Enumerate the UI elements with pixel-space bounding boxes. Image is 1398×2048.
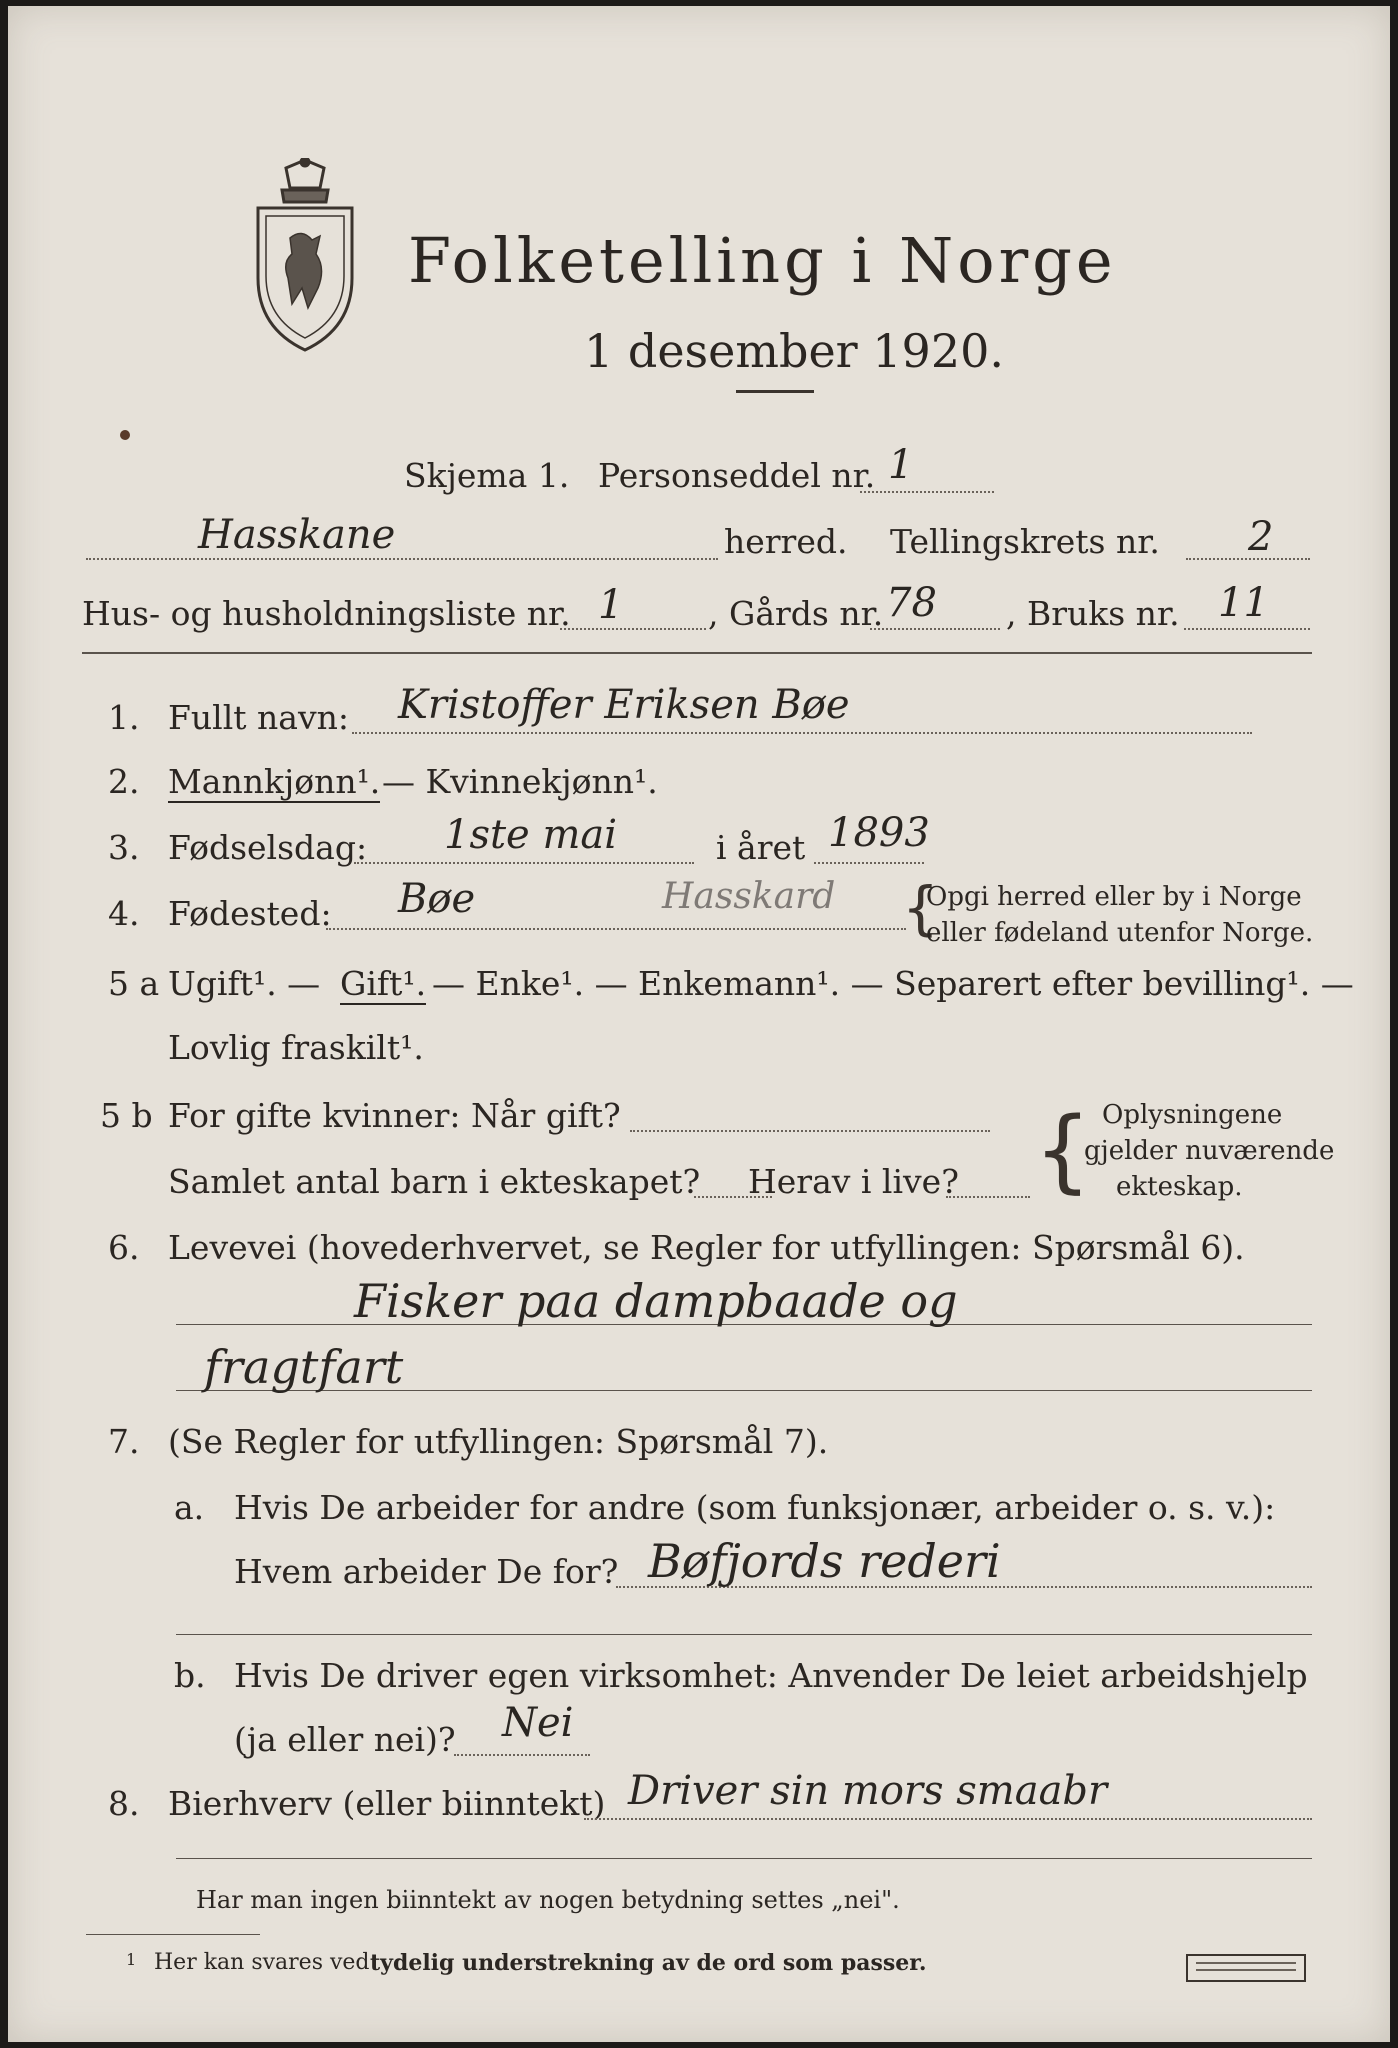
gards-label: , Gårds nr.	[708, 594, 884, 633]
unmarried-option: Ugift¹. —	[168, 964, 321, 1003]
coat-of-arms-icon	[246, 158, 364, 358]
divorced-option: Lovlig fraskilt¹.	[168, 1028, 424, 1067]
marital-options: — Enke¹. — Enkemann¹. — Separert efter bevilling¹. —	[432, 964, 1354, 1003]
footnote-emphasis: tydelig understrekning av de ord som passer.	[370, 1950, 927, 1976]
birthyear-value: 1893	[828, 810, 930, 856]
employer-value: Bøfjords rederi	[648, 1534, 1001, 1588]
occupation-value-2: fragtfart	[204, 1340, 404, 1394]
tellingskrets-label: Tellingskrets nr.	[890, 522, 1160, 561]
employee-question: Hvis De arbeider for andre (som funksjonær, arbeider o. s. v.):	[234, 1488, 1276, 1527]
employer-label: Hvem arbeider De for?	[234, 1552, 619, 1591]
birthplace-label: Fødested:	[168, 894, 332, 933]
birthplace-value-2: Hasskard	[662, 876, 836, 917]
bruks-label: , Bruks nr.	[1006, 594, 1180, 633]
male-option: Mannkjønn¹.	[168, 762, 381, 801]
when-married-label: For gifte kvinner: Når gift?	[168, 1096, 621, 1135]
q7-label: (Se Regler for utfyllingen: Spørsmål 7).	[168, 1422, 829, 1461]
birthdate-value: 1ste mai	[444, 812, 618, 858]
census-form-page: Folketelling i Norge 1 desember 1920. Skjema 1. Personseddel nr. 1 Hasskane herred. Tellingskrets nr. 2 Hus- og husholdningsliste nr. 1 , Gårds nr. 78 , Bruks nr. 11 1. Fullt navn: Kristoffer Eriksen Bøe 2. Mannkjønn¹. — Kvinnekjønn¹. 3. Fødselsdag: 1ste mai i året 1893 4. Fødested: Bøe Hasskard { Opgi herred eller by i Norge eller fødeland utenfor Norge. 5 a Ugift¹. — Gift¹. — Enke¹. — Enkemann¹. — Separert efter bevilling¹. — Lovlig fraskilt¹. 5 b For gifte kvinner: Når gift? Samlet antal barn i ekteskapet? Herav i live? { Oplysningene gjelder nuværende ekteskap. 6. Levevei (hovederhvervet, se Regler for utfyllingen: Spørsmål 6). Fisker paa dampbaade og fragtfart 7. (Se Regler for utfyllingen: Spørsmål 7). a. Hvis De arbeider for andre (som funksjonær, arbeider o. s. v.): Hvem arbeider De for? Bøfjords rederi b. Hvis De driver egen virksomhet: Anvender De leiet arbeidshjelp (ja eller nei)? Nei 8. Bierhverv (eller biinntekt) Driver sin mors smaabr Har man ingen biinntekt av nogen betydning settes „nei". 1 Her kan svares ved tydelig understrekning av de ord som passer.	[8, 6, 1390, 2042]
female-option: — Kvinnekjønn¹.	[382, 762, 658, 801]
husliste-value: 1	[598, 582, 624, 628]
hired-help-label: (ja eller nei)?	[234, 1720, 456, 1759]
birthyear-label: i året	[716, 828, 806, 867]
no-income-note: Har man ingen biinntekt av nogen betydning settes „nei".	[196, 1886, 900, 1914]
full-name-label: Fullt navn:	[168, 698, 349, 737]
skjema-label: Skjema 1.	[404, 456, 570, 495]
census-date: 1 desember 1920.	[584, 324, 1004, 378]
married-option: Gift¹.	[340, 964, 427, 1003]
marriage-note-2: gjelder nuværende	[1084, 1136, 1335, 1166]
birthplace-note-1: Opgi herred eller by i Norge	[926, 882, 1302, 912]
children-label: Samlet antal barn i ekteskapet?	[168, 1162, 701, 1201]
birthplace-value: Bøe	[398, 876, 476, 922]
tellingskrets-value: 2	[1248, 514, 1274, 560]
alive-label: Herav i live?	[748, 1162, 959, 1201]
side-income-value: Driver sin mors smaabr	[628, 1768, 1108, 1814]
printer-stamp	[1186, 1954, 1306, 1982]
hired-help-value: Nei	[502, 1700, 574, 1746]
header-rule	[82, 652, 1312, 654]
full-name-value: Kristoffer Eriksen Bøe	[398, 682, 850, 728]
husliste-label: Hus- og husholdningsliste nr.	[82, 594, 571, 633]
herred-value: Hasskane	[198, 512, 396, 558]
bruks-value: 11	[1218, 580, 1269, 626]
personseddel-label: Personseddel nr.	[598, 456, 876, 495]
personseddel-value: 1	[888, 442, 914, 488]
occupation-label: Levevei (hovederhvervet, se Regler for utfyllingen: Spørsmål 6).	[168, 1228, 1245, 1267]
ink-dot	[120, 430, 130, 440]
form-title: Folketelling i Norge	[408, 224, 1117, 297]
footnote-text: Her kan svares ved	[154, 1950, 370, 1975]
marriage-note-3: ekteskap.	[1116, 1172, 1243, 1202]
marriage-note-1: Oplysningene	[1102, 1100, 1283, 1130]
side-income-label: Bierhverv (eller biinntekt)	[168, 1784, 606, 1823]
birthdate-label: Fødselsdag:	[168, 828, 368, 867]
birthplace-note-2: eller fødeland utenfor Norge.	[926, 918, 1314, 948]
occupation-value-1: Fisker paa dampbaade og	[354, 1274, 958, 1328]
gards-value: 78	[886, 580, 937, 626]
self-employed-question: Hvis De driver egen virksomhet: Anvender De leiet arbeidshjelp	[234, 1656, 1308, 1695]
herred-label: herred.	[724, 522, 848, 561]
title-divider	[736, 390, 814, 393]
